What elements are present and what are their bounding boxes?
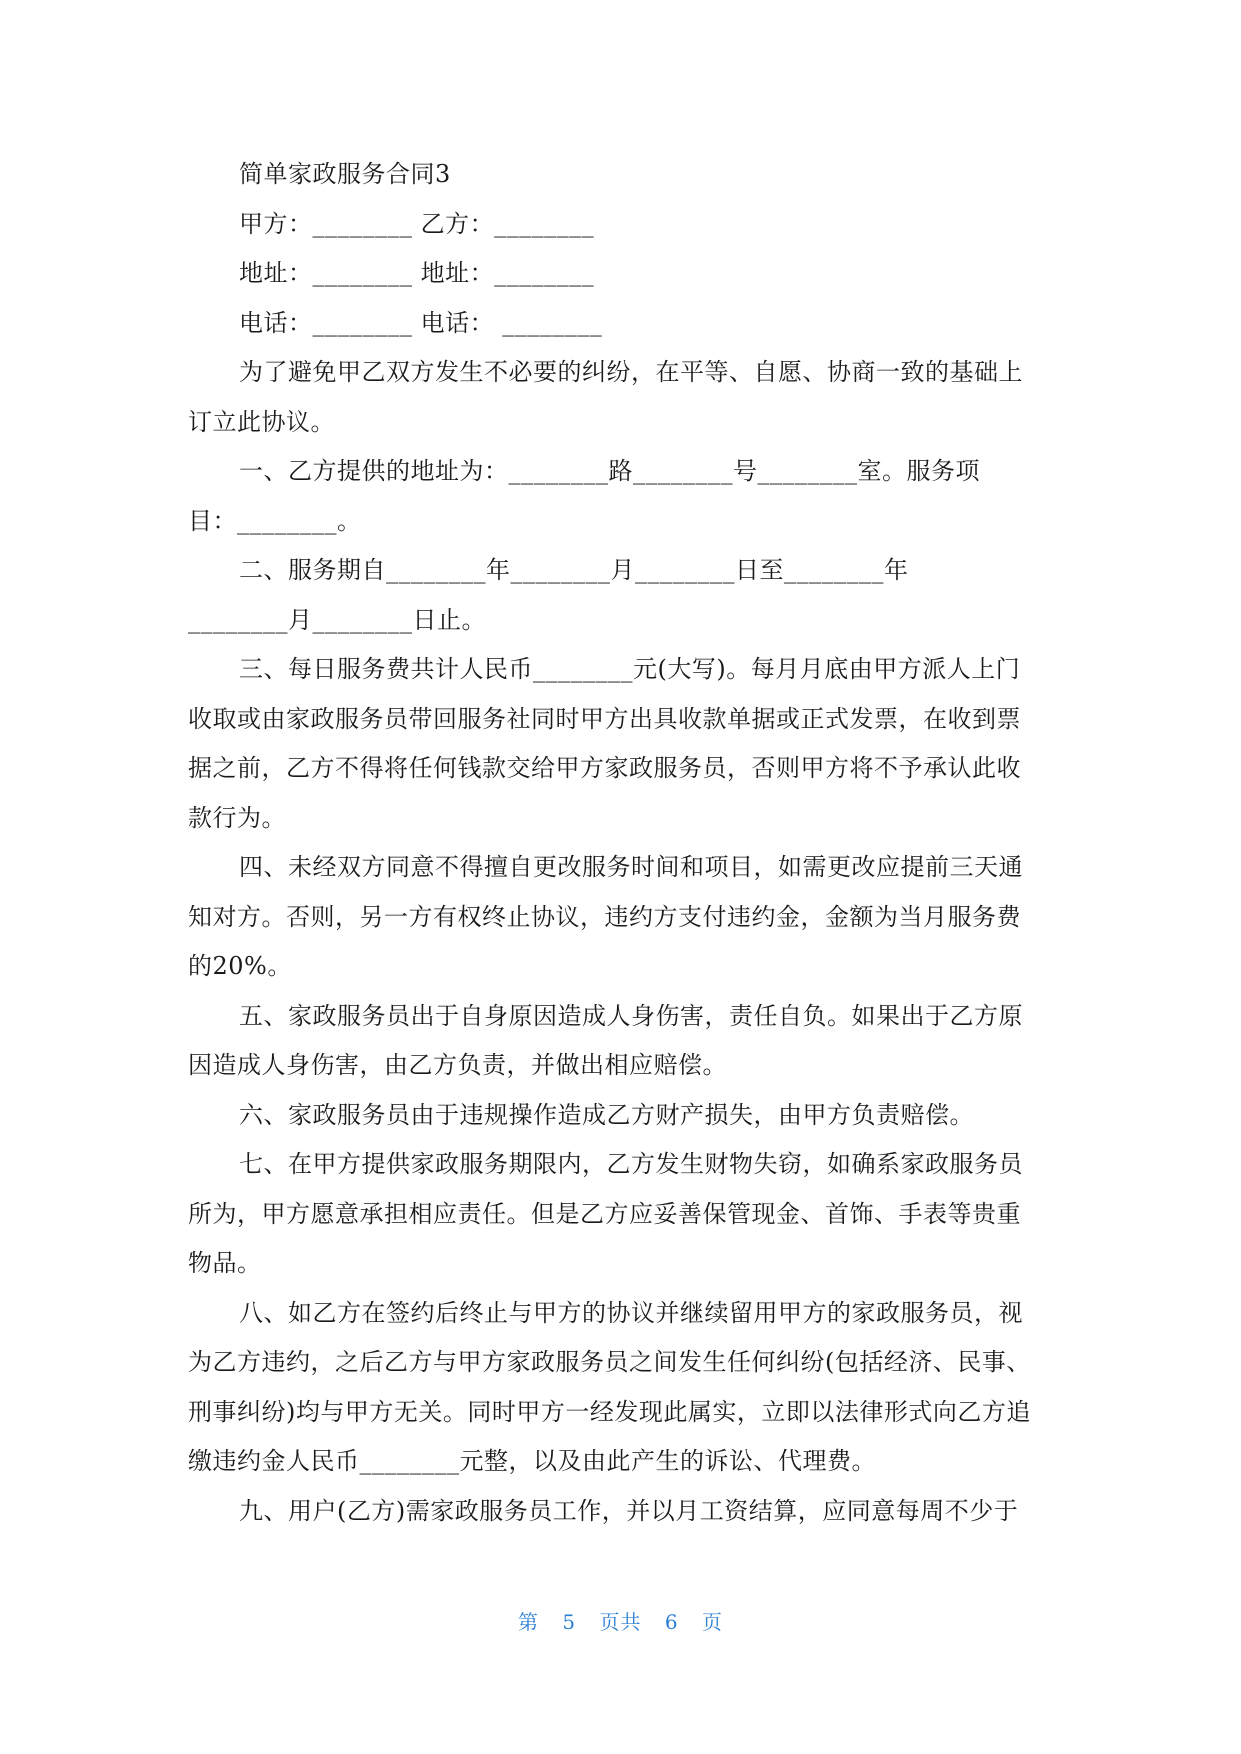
text-line: 据之前，乙方不得将任何钱款交给甲方家政服务员，否则甲方将不予承认此收 bbox=[188, 754, 1021, 782]
page-label-suffix: 页 bbox=[701, 1610, 723, 1634]
text-line: 电话：________ 电话： ________ bbox=[239, 308, 603, 337]
text-line: 知对方。否则，另一方有权终止协议，违约方支付违约金，金额为当月服务费 bbox=[188, 902, 1021, 931]
text-line: ________月________日止。 bbox=[188, 605, 486, 634]
text-line: 七、在甲方提供家政服务期限内，乙方发生财物失窃，如确系家政服务员 bbox=[239, 1150, 1023, 1178]
page-label-mid: 页共 bbox=[599, 1610, 642, 1634]
text-line: 六、家政服务员由于违规操作造成乙方财产损失，由甲方负责赔偿。 bbox=[239, 1100, 974, 1129]
current-page-number: 5 bbox=[562, 1610, 577, 1634]
text-line: 一、乙方提供的地址为：________路________号________室。服务项 bbox=[239, 457, 980, 485]
text-line: 收取或由家政服务员带回服务社同时甲方出具收款单据或正式发票，在收到票 bbox=[188, 704, 1021, 733]
text-line: 缴违约金人民币________元整，以及由此产生的诉讼、代理费。 bbox=[188, 1447, 876, 1475]
page-footer bbox=[0, 1606, 1241, 1635]
text-line: 二、服务期自________年________月________日至________年 bbox=[239, 556, 909, 584]
text-line: 的20%。 bbox=[188, 952, 292, 980]
text-line: 所为，甲方愿意承担相应责任。但是乙方应妥善保管现金、首饰、手表等贵重 bbox=[188, 1199, 1021, 1228]
text-line: 款行为。 bbox=[188, 803, 286, 832]
text-line: 目：________。 bbox=[188, 506, 362, 535]
text-line: 因造成人身伤害，由乙方负责，并做出相应赔偿。 bbox=[188, 1051, 727, 1079]
text-line: 物品。 bbox=[188, 1249, 262, 1277]
text-line: 四、未经双方同意不得擅自更改服务时间和项目，如需更改应提前三天通 bbox=[239, 853, 1023, 881]
text-line: 刑事纠纷)均与甲方无关。同时甲方一经发现此属实，立即以法律形式向乙方追 bbox=[188, 1397, 1031, 1426]
text-line: 简单家政服务合同3 bbox=[239, 160, 451, 188]
text-line: 地址：________ 地址：________ bbox=[239, 259, 595, 287]
text-line: 八、如乙方在签约后终止与甲方的协议并继续留用甲方的家政服务员，视 bbox=[239, 1298, 1023, 1327]
text-line: 订立此协议。 bbox=[188, 407, 335, 436]
text-line: 九、用户(乙方)需家政服务员工作，并以月工资结算，应同意每周不少于 bbox=[239, 1496, 1019, 1525]
page-label-prefix: 第 bbox=[518, 1610, 540, 1634]
total-pages-number: 6 bbox=[664, 1610, 679, 1634]
text-line: 三、每日服务费共计人民币________元(大写)。每月月底由甲方派人上门 bbox=[239, 655, 1021, 683]
text-line: 五、家政服务员出于自身原因造成人身伤害，责任自负。如果出于乙方原 bbox=[239, 1001, 1023, 1030]
contract-body bbox=[188, 150, 1058, 1536]
text-line: 为了避免甲乙双方发生不必要的纠纷，在平等、自愿、协商一致的基础上 bbox=[239, 358, 1023, 386]
text-line: 甲方：________ 乙方：________ bbox=[239, 209, 595, 238]
text-line: 为乙方违约，之后乙方与甲方家政服务员之间发生任何纠纷(包括经济、民事、 bbox=[188, 1348, 1031, 1376]
